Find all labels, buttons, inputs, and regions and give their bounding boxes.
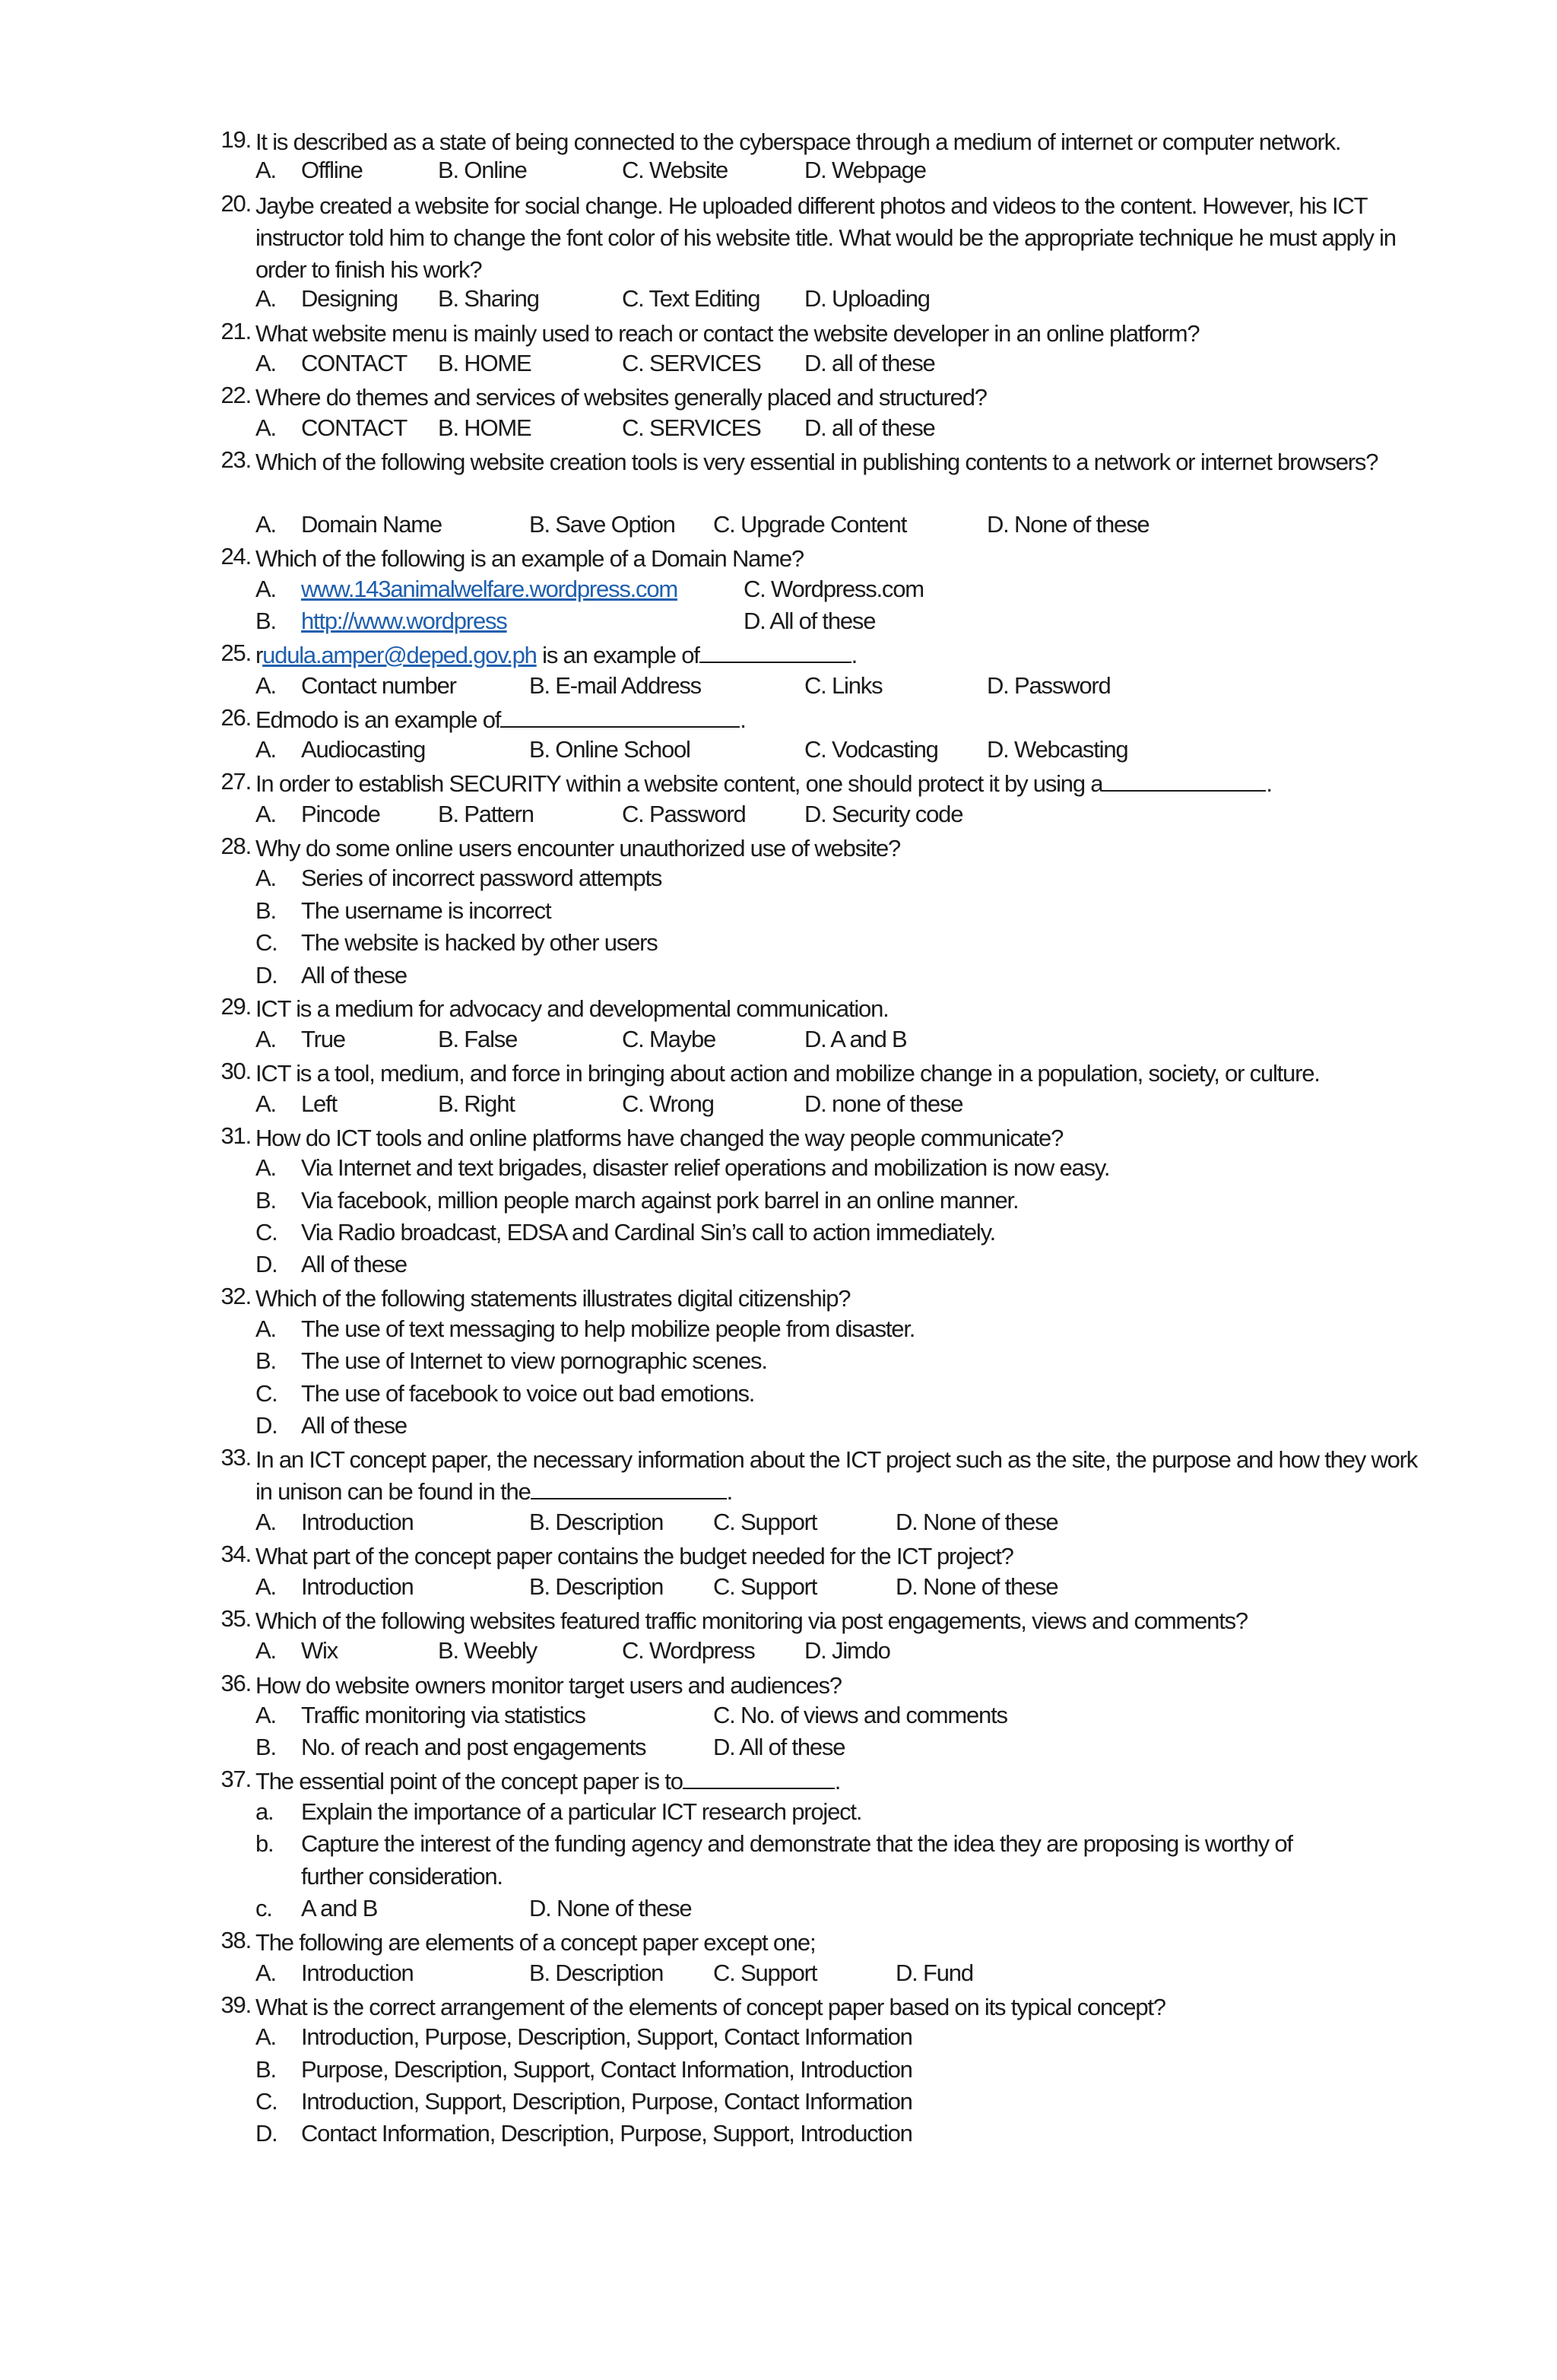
period: . [834, 1768, 841, 1795]
period: . [740, 706, 746, 733]
option-text: D. All of these [744, 608, 876, 634]
answer-option[interactable] [438, 157, 527, 184]
answer-blank [531, 1478, 727, 1499]
option-text: D. Webpage [804, 157, 926, 183]
option-text: Left [301, 1090, 337, 1117]
answer-option[interactable] [713, 511, 906, 538]
question-stem: Which of the following statements illustrates digital citizenship? [255, 1285, 851, 1312]
option-text: The use of facebook to voice out bad emotions. [301, 1380, 755, 1407]
answer-blank [1102, 770, 1266, 792]
option-text: C. SERVICES [622, 414, 761, 441]
option-text: D. Fund [896, 1960, 973, 1986]
question-stem-text: In order to establish SECURITY within a website content, one should protect it by using a [255, 770, 1103, 797]
answer-option[interactable] [438, 1026, 517, 1053]
option-text: B. E-mail Address [529, 672, 701, 699]
answer-option[interactable] [713, 1702, 1007, 1729]
option-text: B. Save Option [529, 511, 675, 538]
question-stem: Where do themes and services of websites generally placed and structured? [255, 384, 987, 411]
option-text: The website is hacked by other users [301, 929, 658, 956]
question-stem: How do ICT tools and online platforms have changed the way people communicate? [255, 1125, 1064, 1151]
answer-option[interactable] [713, 1960, 817, 1987]
question-number: 22. [220, 382, 251, 408]
option-letter: A. [255, 1509, 276, 1535]
option-letter: A. [255, 1154, 276, 1181]
question-stem: It is described as a state of being connected to the cyberspace through a medium of internet or computer network. [255, 129, 1341, 155]
option-text: D. Webcasting [987, 736, 1128, 763]
answer-option[interactable] [438, 350, 531, 377]
answer-option[interactable] [744, 576, 924, 603]
option-text: B. Weebly [438, 1637, 537, 1664]
option-text: B. Online [438, 157, 527, 183]
option-text: True [301, 1026, 345, 1052]
question-stem [255, 639, 1430, 671]
answer-option[interactable] [713, 1509, 817, 1536]
answer-option[interactable] [438, 1637, 537, 1664]
option-letter: C. [255, 1380, 277, 1407]
question-stem: ICT is a tool, medium, and force in bringing about action and mobilize change in a population, society, or culture. [255, 1060, 1320, 1087]
answer-option[interactable] [529, 672, 701, 700]
option-text: C. Upgrade Content [713, 511, 907, 538]
question-number: 29. [220, 993, 251, 1020]
question-stem: Which of the following websites featured traffic monitoring via post engagements, views and comments? [255, 1607, 1248, 1634]
question-number: 24. [220, 543, 251, 570]
option-text: D. None of these [896, 1573, 1058, 1600]
option-text: Series of incorrect password attempts [301, 865, 662, 891]
option-text: D. Uploading [804, 285, 930, 312]
option-text: Via facebook, million people march against pork barrel in an online manner. [301, 1187, 1019, 1214]
answer-option[interactable] [438, 801, 534, 828]
question-stem [255, 1444, 1430, 1508]
option-text: D. A and B [804, 1026, 907, 1052]
option-text: Capture the interest of the funding agency and demonstrate that the idea they are proposing is worthy of [301, 1830, 1292, 1857]
option-text: The username is incorrect [301, 897, 551, 924]
email-link[interactable]: udula.amper@deped.gov.ph [262, 642, 537, 668]
answer-option[interactable] [529, 1960, 663, 1987]
answer-option[interactable] [804, 1090, 962, 1118]
option-letter: A. [255, 801, 276, 827]
option-letter: C. [255, 929, 277, 956]
option-letter: B. [255, 2056, 276, 2083]
option-text: C. Support [713, 1509, 817, 1535]
option-letter: A. [255, 1702, 276, 1728]
answer-option[interactable] [438, 285, 539, 313]
option-text: B. HOME [438, 350, 531, 376]
answer-option[interactable] [804, 801, 962, 828]
option-letter: A. [255, 1573, 276, 1600]
answer-option[interactable] [987, 672, 1111, 700]
answer-option[interactable] [622, 801, 746, 828]
option-text: D. Security code [804, 801, 963, 827]
answer-option[interactable] [804, 1026, 907, 1053]
option-text: Purpose, Description, Support, Contact Information, Introduction [301, 2056, 912, 2083]
option-text: All of these [301, 1412, 407, 1439]
option-text: The use of Internet to view pornographic scenes. [301, 1347, 767, 1374]
option-text: Traffic monitoring via statistics [301, 1702, 585, 1728]
url-link[interactable]: http://www.wordpress [301, 608, 507, 634]
answer-option[interactable] [622, 1090, 714, 1118]
option-text: Contact number [301, 672, 456, 699]
option-text: D. Jimdo [804, 1637, 890, 1664]
answer-option[interactable] [622, 1637, 755, 1664]
answer-option[interactable] [438, 414, 531, 442]
answer-option[interactable] [804, 1637, 890, 1664]
question-number: 21. [220, 318, 251, 344]
answer-option[interactable] [713, 1734, 845, 1761]
question-number: 27. [220, 768, 251, 795]
answer-option[interactable] [529, 1895, 691, 1922]
option-letter: a. [255, 1798, 274, 1825]
question-number: 31. [220, 1122, 251, 1149]
answer-option[interactable] [713, 1573, 817, 1601]
option-letter: A. [255, 414, 276, 441]
option-letter: B. [255, 897, 276, 924]
question-stem: The following are elements of a concept paper except one; [255, 1929, 816, 1956]
option-letter: B. [255, 1347, 276, 1374]
option-letter: A. [255, 865, 276, 891]
option-text: C. Wordpress.com [744, 576, 924, 602]
question-number: 19. [220, 126, 251, 153]
url-link[interactable]: www.143animalwelfare.wordpress.com [301, 576, 678, 602]
option-letter: B. [255, 1187, 276, 1214]
option-text: D. None of these [896, 1509, 1058, 1535]
option-text: D. none of these [804, 1090, 963, 1117]
answer-option[interactable] [804, 157, 926, 184]
option-letter: D. [255, 962, 277, 988]
question-stem: Jaybe created a website for social change. He uploaded different photos and videos to the content. However, his ICT instructor told him to change the font color of his website title. What would be the appropriate technique he must apply in order to finish his work? [255, 192, 1396, 283]
option-text: B. Description [529, 1960, 664, 1986]
question-number: 34. [220, 1541, 251, 1567]
question-number: 33. [220, 1444, 251, 1471]
answer-option[interactable] [804, 285, 930, 313]
option-letter: A. [255, 1090, 276, 1117]
option-text: CONTACT [301, 350, 407, 376]
question-stem: What is the correct arrangement of the elements of concept paper based on its typical concept? [255, 1994, 1165, 2020]
option-text: C. Links [804, 672, 883, 699]
option-text: B. HOME [438, 414, 531, 441]
answer-option[interactable] [896, 1509, 1058, 1536]
answer-option[interactable] [529, 1573, 663, 1601]
option-text: Introduction, Support, Description, Purpose, Contact Information [301, 2088, 912, 2115]
option-letter: A. [255, 1960, 276, 1986]
answer-option[interactable] [622, 285, 759, 313]
option-letter: c. [255, 1895, 272, 1921]
question-number: 25. [220, 639, 251, 666]
answer-option[interactable] [529, 1509, 663, 1536]
option-text: C. Wrong [622, 1090, 714, 1117]
answer-option[interactable] [529, 511, 675, 538]
question-stem-text: In an ICT concept paper, the necessary information about the ICT project such as the site, the purpose and how they work in unison can be found in the [255, 1446, 1418, 1505]
answer-option[interactable] [301, 1863, 503, 1890]
question-stem: ICT is a medium for advocacy and developmental communication. [255, 995, 889, 1022]
question-stem: Which of the following is an example of a Domain Name? [255, 545, 804, 572]
option-text: A and B [301, 1895, 378, 1921]
option-text: Offline [301, 157, 363, 183]
option-letter: A. [255, 576, 276, 602]
option-text: No. of reach and post engagements [301, 1734, 646, 1760]
option-text: D. None of these [529, 1895, 692, 1921]
option-text: All of these [301, 962, 407, 988]
option-text: C. Password [622, 801, 746, 827]
question-stem: Why do some online users encounter unauthorized use of website? [255, 835, 901, 862]
answer-option[interactable] [987, 736, 1127, 763]
answer-option[interactable] [529, 736, 690, 763]
option-text: The use of text messaging to help mobilize people from disaster. [301, 1315, 915, 1342]
option-text: C. Wordpress [622, 1637, 755, 1664]
option-letter: A. [255, 1637, 276, 1664]
option-text: Via Internet and text brigades, disaster relief operations and mobilization is now easy. [301, 1154, 1110, 1181]
option-letter: A. [255, 736, 276, 763]
option-letter: C. [255, 2088, 277, 2115]
option-text: Introduction [301, 1960, 414, 1986]
answer-blank [500, 706, 740, 728]
question-stem-text: The essential point of the concept paper is to [255, 1768, 683, 1795]
option-text: C. Support [713, 1960, 817, 1986]
option-letter: A. [255, 2023, 276, 2050]
option-text: C. No. of views and comments [713, 1702, 1007, 1728]
option-text: B. False [438, 1026, 518, 1052]
question-stem-text: Edmodo is an example of [255, 706, 501, 733]
question-stem: What part of the concept paper contains the budget needed for the ICT project? [255, 1543, 1013, 1569]
answer-option[interactable] [622, 414, 761, 442]
option-letter: D. [255, 1412, 277, 1439]
question-number: 26. [220, 704, 251, 731]
option-letter: A. [255, 157, 276, 183]
question-stem: What website menu is mainly used to reach or contact the website developer in an online platform? [255, 320, 1200, 347]
period: . [1266, 770, 1272, 797]
period: . [851, 642, 858, 668]
question-number: 39. [220, 1991, 251, 2018]
option-text: D. All of these [713, 1734, 845, 1760]
answer-option[interactable] [438, 1090, 515, 1118]
option-text: Pincode [301, 801, 380, 827]
option-text: B. Description [529, 1509, 664, 1535]
question-stem [255, 768, 1430, 800]
option-text: further consideration. [301, 1863, 503, 1890]
option-text: CONTACT [301, 414, 407, 441]
option-letter: A. [255, 285, 276, 312]
question-number: 32. [220, 1283, 251, 1309]
option-text: Introduction [301, 1573, 414, 1600]
answer-option[interactable] [896, 1960, 973, 1987]
option-text: D. None of these [987, 511, 1150, 538]
question-number: 20. [220, 190, 251, 217]
option-letter: D. [255, 1251, 277, 1277]
option-text: D. all of these [804, 350, 935, 376]
question-stem [255, 1766, 1430, 1798]
question-number: 30. [220, 1058, 251, 1084]
option-letter: A. [255, 1315, 276, 1342]
option-text: B. Pattern [438, 801, 534, 827]
question-number: 35. [220, 1605, 251, 1632]
option-letter: b. [255, 1830, 274, 1857]
answer-option[interactable] [804, 350, 935, 377]
option-text: D. all of these [804, 414, 935, 441]
option-text: Contact Information, Description, Purpose, Support, Introduction [301, 2120, 912, 2147]
period: . [726, 1478, 733, 1505]
option-text: B. Description [529, 1573, 664, 1600]
option-text: C. Website [622, 157, 728, 183]
option-text: Domain Name [301, 511, 442, 538]
answer-blank [683, 1768, 835, 1789]
answer-option[interactable] [804, 414, 935, 442]
answer-option[interactable] [896, 1573, 1058, 1601]
option-text: C. Support [713, 1573, 817, 1600]
option-letter: D. [255, 2120, 277, 2147]
answer-option[interactable] [622, 1026, 715, 1053]
option-letter: A. [255, 672, 276, 699]
option-text: Introduction [301, 1509, 414, 1535]
answer-option[interactable] [804, 672, 882, 700]
option-text: B. Right [438, 1090, 515, 1117]
question-number: 37. [220, 1766, 251, 1792]
answer-option[interactable] [744, 608, 875, 635]
question-number: 23. [220, 446, 251, 473]
question-stem: How do website owners monitor target users and audiences? [255, 1672, 842, 1699]
option-text: All of these [301, 1251, 407, 1277]
question-number: 28. [220, 833, 251, 859]
option-text: D. Password [987, 672, 1111, 699]
question-stem: Which of the following website creation tools is very essential in publishing contents to a network or internet browsers? [255, 449, 1378, 475]
option-text: Designing [301, 285, 398, 312]
answer-option[interactable] [622, 157, 728, 184]
option-letter: A. [255, 511, 276, 538]
option-letter: B. [255, 1734, 276, 1760]
answer-option[interactable] [987, 511, 1149, 538]
question-stem-text-end: is an example of [536, 642, 699, 668]
question-number: 38. [220, 1927, 251, 1953]
option-letter: A. [255, 350, 276, 376]
option-text: C. Maybe [622, 1026, 716, 1052]
option-text: B. Sharing [438, 285, 539, 312]
question-number: 36. [220, 1670, 251, 1696]
answer-option[interactable] [622, 350, 761, 377]
option-letter: B. [255, 608, 276, 634]
answer-blank [699, 642, 851, 663]
option-text: C. Text Editing [622, 285, 760, 312]
option-text: Wix [301, 1637, 338, 1664]
option-text: C. SERVICES [622, 350, 761, 376]
answer-option[interactable] [804, 736, 938, 763]
option-text: Explain the importance of a particular ICT research project. [301, 1798, 862, 1825]
option-letter: C. [255, 1219, 277, 1246]
option-text: Audiocasting [301, 736, 426, 763]
option-text: B. Online School [529, 736, 690, 763]
option-text: Via Radio broadcast, EDSA and Cardinal Sin’s call to action immediately. [301, 1219, 996, 1246]
option-text: C. Vodcasting [804, 736, 938, 763]
option-text: Introduction, Purpose, Description, Support, Contact Information [301, 2023, 912, 2050]
question-stem [255, 704, 1430, 736]
option-letter: A. [255, 1026, 276, 1052]
question-stem-text: r [255, 642, 263, 668]
